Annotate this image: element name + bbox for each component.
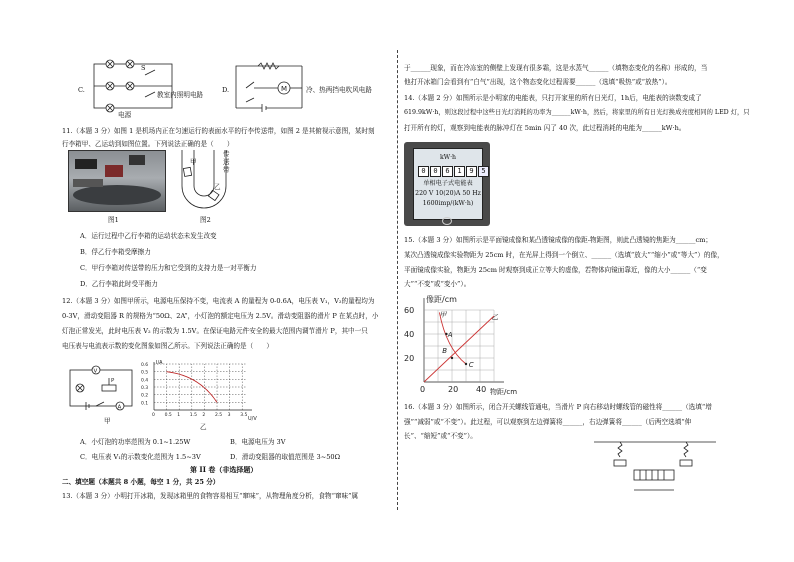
q16-stem-line1: 16.（本题 3 分）如图所示，闭合开关螺线管通电，当滑片 P 向右移动时螺线管的磁性将______（选填“增 bbox=[404, 403, 712, 411]
y-tick-label: 40 bbox=[404, 330, 415, 339]
meter-digit: 0 bbox=[430, 166, 441, 177]
x-tick-label: 40 bbox=[476, 385, 487, 394]
conveyor-photo bbox=[68, 150, 166, 212]
q12-option-d: D．滑动变阻器的取值范围是 3~50Ω bbox=[230, 453, 341, 461]
q12-option-a: A．小灯泡的功率范围为 0.1~1.25W bbox=[80, 438, 191, 446]
meter-digit: 9 bbox=[466, 166, 477, 177]
q13-stem-line3: 他打开冰箱门会看到有“白气”出现，这个物态变化过程需要______（选填“吸热”或“放热”）。 bbox=[404, 78, 672, 86]
q15-stem-line4: 大”“不变”或“变小”）。 bbox=[404, 280, 471, 288]
x-tick-label: 0 bbox=[152, 413, 155, 418]
y-tick-label: 0.5 bbox=[141, 370, 149, 376]
y-tick-label: 20 bbox=[404, 354, 415, 363]
meter-spec: 220 V 10(20)A 50 Hz bbox=[415, 190, 481, 197]
x-axis-label: 物距/cm bbox=[490, 388, 518, 396]
x-tick-label: 0.5 bbox=[164, 413, 172, 418]
meter-name: 单相电子式电能表 bbox=[423, 180, 473, 187]
x-tick-label: 3 bbox=[227, 413, 231, 418]
x-tick-label: 20 bbox=[448, 385, 459, 394]
meter-digit: 0 bbox=[418, 166, 429, 177]
meter-pulse-light bbox=[442, 217, 452, 225]
q12-circuit-diagram bbox=[66, 364, 136, 414]
svg-text:A: A bbox=[117, 404, 122, 411]
q11-option-d: D．乙行李箱此时受平衡力 bbox=[80, 280, 158, 288]
q16-stem-line3: 长”、“缩短”或“不变”）。 bbox=[404, 432, 477, 440]
x-tick-label: 0 bbox=[420, 385, 426, 394]
q12-stem-line1: 12.（本题 3 分）如图甲所示，电源电压保持不变，电流表 A 的量程为 0-0.6A，电压表 V₁，V₂的量程均为 bbox=[62, 297, 375, 305]
fig2-label-jia: 甲 bbox=[190, 158, 197, 166]
meter-imp: 1600imp/(kW·h) bbox=[422, 200, 474, 207]
curve-jia-label: 甲 bbox=[439, 311, 447, 320]
circuit-c-switch-label: S bbox=[141, 64, 146, 72]
q14-stem-line1: 14.（本题 2 分）如图所示是小明家的电能表，只打开家里的所有日光灯，1h后，电能表的读数变成了 bbox=[404, 94, 702, 102]
y-tick-label: 0.1 bbox=[141, 401, 149, 407]
option-c-letter: C. bbox=[78, 86, 85, 94]
x-tick-label: 2 bbox=[202, 413, 206, 418]
point-b-label: B bbox=[442, 347, 448, 356]
y-axis-label: 像距/cm bbox=[426, 295, 457, 304]
y-tick-label: 0.6 bbox=[141, 363, 149, 368]
energy-meter bbox=[404, 142, 490, 226]
q12-option-b: B．电源电压为 3V bbox=[230, 438, 286, 446]
q14-stem-line2: 619.9kW·h，则这段过程中这些日光灯消耗的功率为______kW·h，然后，将家里的所有日光灯换成亮度相同的 LED 灯，只 bbox=[404, 109, 750, 116]
y-axis-label: I/A bbox=[156, 360, 163, 366]
q16-stem-line2: 强”“减弱”或“不变”）。此过程，可以观察到左边弹簧将______，右边弹簧将______（后两空选填“伸 bbox=[404, 418, 692, 426]
energy-meter-panel bbox=[413, 148, 486, 220]
fig2-belt-label: 传送带 bbox=[223, 150, 230, 174]
q15-image-object-distance-graph bbox=[402, 292, 518, 396]
circuit-c-diagram bbox=[90, 58, 180, 120]
y-tick-label: 0.3 bbox=[141, 386, 149, 391]
y-tick-label: 60 bbox=[404, 306, 415, 315]
section-fill-in-heading: 二、填空题（本题共 8 小题，每空 1 分，共 25 分） bbox=[62, 478, 220, 486]
q16-solenoid-diagram bbox=[590, 440, 720, 496]
x-tick-label: 2.5 bbox=[215, 413, 223, 418]
q12-fig-yi: 乙 bbox=[200, 423, 207, 431]
q12-stem-line2: 0-3V，滑动变阻器 R 的规格为“50Ω、2A”，小灯泡的额定电压为 2.5V。滑动变阻器的滑片 P 在某点时，小 bbox=[62, 312, 379, 320]
q13-stem-line1: 13.（本题 3 分）小明打开冰箱，发现冰箱里的食物容易相互“窜味”，从物理角度分析，食物“窜味”属 bbox=[62, 492, 359, 500]
meter-digits bbox=[418, 166, 489, 177]
x-axis-label: U/V bbox=[248, 416, 257, 422]
svg-text:V: V bbox=[93, 368, 98, 375]
q11-option-b: B．俘乙行李箱受摩擦力 bbox=[80, 248, 151, 256]
point-a-label: A bbox=[447, 331, 453, 339]
circuit-c-label: 教室内照明电路 bbox=[157, 91, 204, 99]
line-yi bbox=[424, 316, 494, 382]
meter-digit: 6 bbox=[442, 166, 453, 177]
q11-option-c: C．甲行李箱对传送带的压力和它受到的支持力是一对平衡力 bbox=[80, 264, 257, 272]
meter-digit: 5 bbox=[478, 166, 489, 177]
q13-stem-line2: 于______现象，而在冷冻室的侧壁上发现有很多霜，这是水蒸气______（填物态变化的名称）形成的，当 bbox=[404, 64, 708, 72]
point-b-marker bbox=[451, 357, 453, 359]
svg-text:P: P bbox=[111, 378, 115, 384]
fig2-caption: 图2 bbox=[200, 216, 211, 224]
q11-stem-line2: 行李箱甲、乙运动到如图位置。下列说法正确的是（ ） bbox=[62, 140, 234, 148]
meter-digit: 1 bbox=[454, 166, 465, 177]
x-tick-label: 3.5 bbox=[240, 413, 248, 418]
q12-option-c: C．电压表 V₁的示数变化范围为 1.5~3V bbox=[80, 453, 201, 461]
fig1-caption: 图1 bbox=[108, 216, 119, 224]
option-d-letter: D. bbox=[222, 86, 230, 94]
circuit-c-source-label: 电源 bbox=[118, 111, 132, 119]
circuit-d-label: 冷、热两挡电吹风电路 bbox=[306, 86, 372, 94]
q14-stem-line3: 打开所有的灯，观察到电能表的脉冲灯在 5min 闪了 40 次，此过程消耗的电能为______kW·h。 bbox=[404, 124, 686, 132]
q12-stem-line4: 电压表与电流表示数的变化图象如图乙所示。下列说法正确的是（ ） bbox=[62, 342, 273, 350]
q15-stem-line3: 平面镜成像实验，物距为 25cm 时观察到成正立等大的虚像，若物体向镜面靠近，像的大小______（“变 bbox=[404, 266, 707, 274]
column-divider bbox=[397, 50, 398, 510]
q12-stem-line3: 灯泡正常发光，此时电压表 V₂ 的示数为 1.5V。在保证电路元件安全的最大范围内调节滑片 P，其中一只 bbox=[62, 327, 368, 335]
curve-jia bbox=[439, 312, 466, 364]
q12-iu-graph bbox=[140, 358, 258, 420]
svg-text:M: M bbox=[281, 85, 288, 93]
fig2-label-yi: 乙 bbox=[214, 183, 221, 191]
point-c-label: C bbox=[468, 361, 474, 369]
x-tick-label: 1 bbox=[177, 413, 181, 418]
q11-stem-line1: 11.（本题 3 分）如图 1 是机场内正在匀速运行的表面水平的行李传送带，如图 2 是其俯视示意图，某时刻 bbox=[62, 127, 375, 135]
q11-option-a: A．运行过程中乙行李箱的运动状态未发生改变 bbox=[80, 232, 217, 240]
q12-fig-jia: 甲 bbox=[104, 417, 111, 425]
y-tick-label: 0.4 bbox=[141, 378, 149, 384]
x-tick-label: 1.5 bbox=[189, 413, 197, 418]
y-tick-label: 0.2 bbox=[141, 393, 149, 399]
point-c-marker bbox=[465, 363, 467, 365]
q15-stem-line2: 某次凸透镜成像实验物距为 25cm 时，在光屏上得到一个倒立、______（选填“放大”“缩小”或“等大”）的像， bbox=[404, 251, 724, 259]
circuit-d-diagram bbox=[232, 60, 304, 112]
line-yi-label: 乙 bbox=[491, 313, 499, 322]
q15-stem-line1: 15.（本题 3 分）如图所示是平面镜成像和某凸透镜成像的像距-物距图，则此凸透镜的焦距为______cm； bbox=[404, 236, 712, 244]
section-ii-title: 第 II 卷（非选择题） bbox=[190, 465, 258, 474]
meter-unit: kW·h bbox=[439, 154, 457, 161]
